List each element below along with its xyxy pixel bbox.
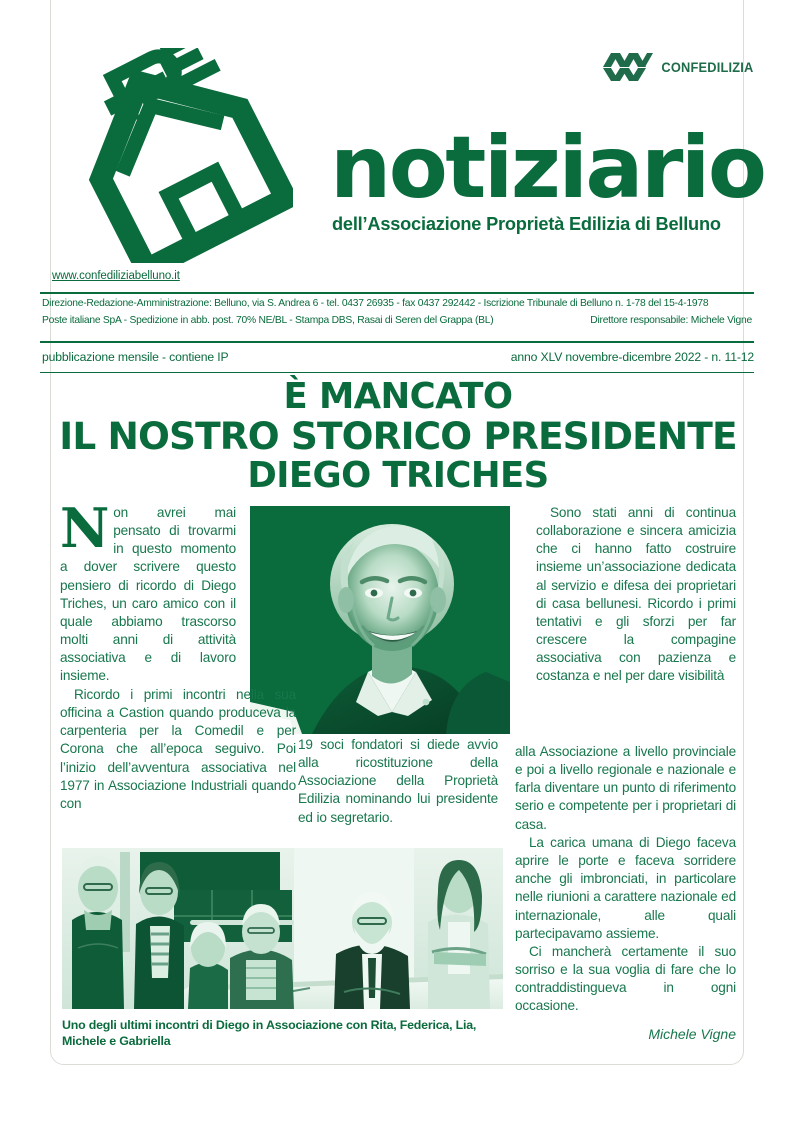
article-column-left-top [60, 496, 236, 685]
article-column-right-3 [515, 834, 736, 1015]
masthead-subtitle: dell’Associazione Proprietà Edilizia di Belluno [332, 213, 721, 234]
rule-bottom [40, 372, 754, 373]
imprint-line-1: Direzione-Redazione-Amministrazione: Belluno, via S. Andrea 6 - tel. 0437 26935 - fax 0437 292442 - Iscrizione Tribunale di Belluno n. 1-78 del 15-4-1978 [42, 298, 709, 309]
headline-line-2: IL NOSTRO STORICO PRESIDENTE [59, 414, 737, 459]
issue-line [42, 350, 754, 364]
imprint-line-2-left: Poste italiane SpA - Spedizione in abb. post. 70% NE/BL - Stampa DBS, Rasai di Seren del Grappa (BL) [42, 314, 494, 326]
article-signature: Michele Vigne [648, 1026, 736, 1042]
article-column-left-bottom [60, 686, 296, 813]
confedilizia-wordmark: CONFEDILIZIA [661, 59, 754, 75]
issue-number: anno XLV novembre-dicembre 2022 - n. 11-12 [510, 350, 754, 364]
group-meeting-photo [62, 848, 503, 1009]
photo-caption: Uno degli ultimi incontri di Diego in Associazione con Rita, Federica, Lia, Michele e Gabriella [62, 1018, 477, 1048]
paragraph-left-2: Ricordo i primi incontri nella sua officina a Castion quando produceva la carpenteria per la Comedil e per Corona che all’epoca seguivo. Poi l’inizio dell’avventura associativa nel 1977 in Associazione Industriali quando con [60, 687, 296, 811]
page-title [42, 378, 754, 495]
paragraph-mid-1: 19 soci fondatori si diede avvio alla ricostituzione della Associazione della Proprietà Edilizia nominando lui presidente ed io segretario. [298, 737, 498, 825]
article-column-right-1 [536, 504, 736, 685]
article-column-right-2 [515, 743, 736, 834]
headline-line-3: DIEGO TRICHES [247, 454, 549, 496]
article-column-middle [298, 736, 498, 827]
paragraph-left-1: on avrei mai pensato di trovarmi in questo momento a dover scrivere questo pensiero di ricordo di Diego Triches, un caro amico con il quale abbiamo trascorso molti anni di attività associativa e di lavoro insieme. [60, 505, 236, 684]
rule-top [40, 292, 754, 294]
website-link[interactable]: www.confediliziabelluno.it [52, 270, 180, 282]
paragraph-right-4: Ci mancherà certamente il suo sorriso e la sua voglia di fare che lo contraddistingueva in ogni occasione. [515, 943, 736, 1014]
masthead [330, 118, 770, 235]
paragraph-right-2: alla Associazione a livello provinciale e poi a livello regionale e nazionale e farla diventare un punto di riferimento serio e competente per i proprietari di casa. [515, 744, 736, 832]
confedilizia-logo [602, 52, 756, 82]
paragraph-right-3: La carica umana di Diego faceva aprire le porte e faceva sorridere anche gli imbronciati, in particolare nelle riunioni a carattere nazionale ed internazionale, alle quali partecipavamo assieme. [515, 835, 736, 941]
masthead-title: notiziario [330, 118, 765, 218]
publication-frequency: pubblicazione mensile - contiene IP [42, 350, 229, 364]
ape-logo [58, 48, 293, 263]
drop-cap: N [60, 496, 110, 560]
confedilizia-mark-icon [602, 52, 654, 82]
imprint-block [42, 296, 754, 329]
headline-line-1: È MANCATO [283, 376, 513, 417]
paragraph-right-1: Sono stati anni di continua collaborazione e sincera amicizia che ci hanno fatto costruire insieme un’associazione dedicata al servizio e difesa dei proprietari di casa bellunesi. Ricordo i primi tentativi e gli sforzi per far crescere la compagine associativa con pazienza e costanza e nel per dare visibilità [536, 505, 736, 684]
rule-middle [40, 341, 754, 343]
imprint-director: Direttore responsabile: Michele Vigne [590, 314, 752, 326]
